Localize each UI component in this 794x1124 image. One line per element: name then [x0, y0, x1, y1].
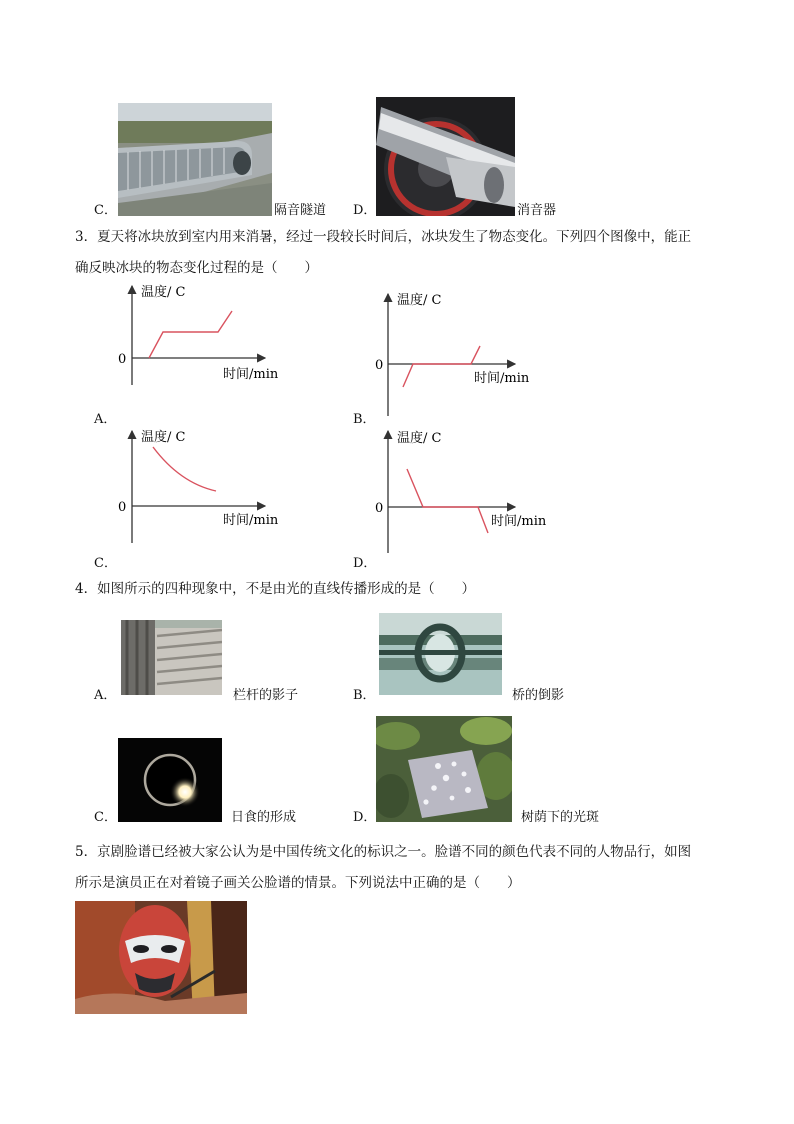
- q2-option-c-caption: 隔音隧道: [274, 203, 327, 218]
- q3-graph-d-xlabel: 时间/min: [491, 514, 547, 529]
- q2-option-d-letter: D．: [353, 203, 377, 218]
- q3-graph-b-curve: [403, 346, 480, 387]
- q3-graph-d-ylabel: 温度/ C: [397, 431, 442, 446]
- q3-option-a-letter: A．: [94, 412, 117, 427]
- q3-graph-c-xlabel: 时间/min: [223, 513, 279, 528]
- q4-option-d-caption: 树荫下的光斑: [521, 810, 600, 825]
- soundproof-tunnel-photo: [118, 103, 272, 216]
- q3-graph-d-origin: 0: [375, 501, 384, 516]
- q3-graph-c-ylabel: 温度/ C: [141, 430, 186, 445]
- q5-stem-line-1: 5．京剧脸谱已经被大家公认为是中国传统文化的标识之一。脸谱不同的颜色代表不同的人物品行，如图: [75, 844, 692, 860]
- railing-shadow-photo: [121, 620, 222, 695]
- q3-graph-b-xlabel: 时间/min: [474, 371, 530, 386]
- q3-graph-d: [370, 425, 570, 555]
- q3-graph-c-origin: 0: [118, 500, 127, 515]
- q3-graph-d-curve: [407, 469, 488, 533]
- q3-graph-c-curve: [153, 447, 216, 491]
- q4-option-c-letter: C．: [94, 810, 117, 825]
- q4-option-c-caption: 日食的形成: [231, 810, 297, 825]
- q4-stem: 4．如图所示的四种现象中，不是由光的直线传播形成的是（ ）: [75, 581, 476, 597]
- q3-graph-a-origin: 0: [118, 352, 127, 367]
- q4-option-b-letter: B．: [353, 688, 376, 703]
- bridge-reflection-photo: [379, 613, 502, 695]
- solar-eclipse-photo: [118, 738, 222, 822]
- q3-option-b-letter: B．: [353, 412, 376, 427]
- q5-stem-line-2: 所示是演员正在对着镜子画关公脸谱的情景。下列说法中正确的是（ ）: [75, 875, 521, 891]
- q3-graph-a-ylabel: 温度/ C: [141, 285, 186, 300]
- q3-graph-c: [110, 425, 310, 545]
- q3-graph-a-xlabel: 时间/min: [223, 367, 279, 382]
- q3-graph-b-origin: 0: [375, 358, 384, 373]
- q3-graph-b: [370, 288, 570, 418]
- opera-mask-painting-photo: [75, 901, 247, 1014]
- q3-stem-line-2: 确反映冰块的物态变化过程的是（ ）: [75, 260, 318, 276]
- q2-option-c-letter: C．: [94, 203, 117, 218]
- q3-stem-line-1: 3．夏天将冰块放到室内用来消暑，经过一段较长时间后，冰块发生了物态变化。下列四个图像中，能正: [75, 229, 692, 245]
- q3-option-c-letter: C．: [94, 556, 117, 571]
- q4-option-d-letter: D．: [353, 810, 377, 825]
- q4-option-b-caption: 桥的倒影: [512, 688, 565, 703]
- q3-graph-b-ylabel: 温度/ C: [397, 293, 442, 308]
- q4-option-a-letter: A．: [94, 688, 117, 703]
- q3-option-d-letter: D．: [353, 556, 377, 571]
- tree-shade-light-spots-photo: [376, 716, 512, 822]
- q4-option-a-caption: 栏杆的影子: [233, 688, 299, 703]
- q3-graph-a: [110, 280, 310, 390]
- muffler-photo: [376, 97, 515, 216]
- q3-graph-a-curve: [149, 311, 232, 358]
- q2-option-d-caption: 消音器: [517, 203, 557, 218]
